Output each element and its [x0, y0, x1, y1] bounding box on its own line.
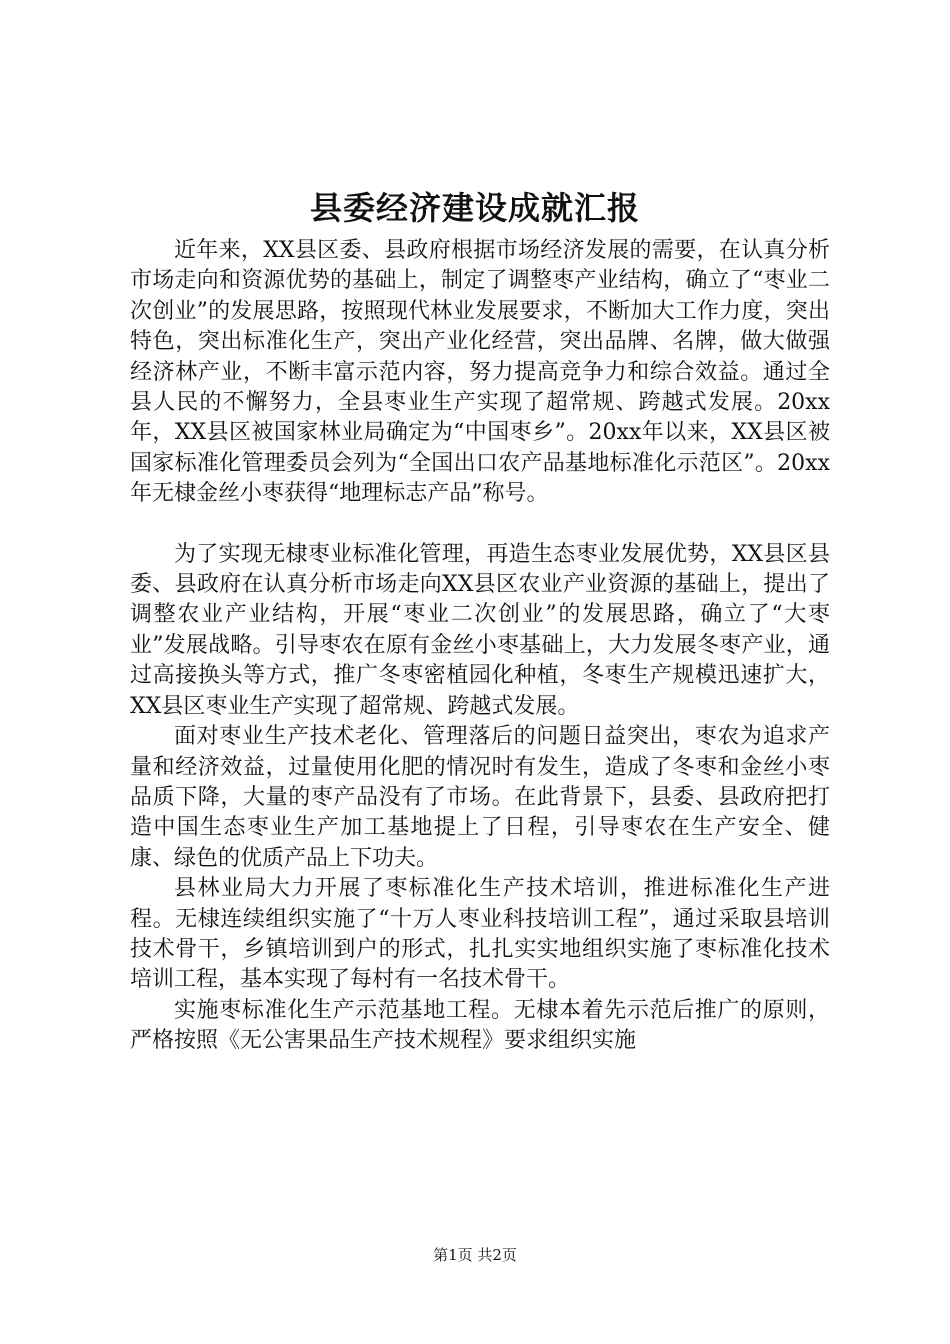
document-title: 县委经济建设成就汇报 — [309, 189, 640, 227]
paragraph-4: 县林业局大力开展了枣标准化生产技术培训，推进标准化生产进程。无棣连续组织实施了“十万人枣业科技培训工程”，通过采取县培训技术骨干，乡镇培训到户的形式，扎扎实实地组织实施了枣标准化技术培训工程，基本实现了每村有一名技术骨干。 — [130, 876, 830, 993]
page-number-footer: 第1页 共2页 — [433, 1246, 517, 1264]
paragraph-1: 近年来，XX县区委、县政府根据市场经济发展的需要，在认真分析市场走向和资源优势的基础上，制定了调整枣产业结构，确立了“枣业二次创业”的发展思路，按照现代林业发展要求，不断加大工作力度，突出特色，突出标准化生产，突出产业化经营，突出品牌、名牌，做大做强经济林产业，不断丰富示范内容，努力提高竞争力和综合效益。通过全县人民的不懈努力，全县枣业生产实现了超常规、跨越式发展。20xx年，XX县区被国家林业局确定为“中国枣乡”。20xx年以来，XX县区被国家标准化管理委员会列为“全国出口农产品基地标准化示范区”。20xx年无棣金丝小枣获得“地理标志产品”称号。 — [130, 238, 830, 507]
document-body — [130, 236, 830, 1057]
paragraph-2: 为了实现无棣枣业标准化管理，再造生态枣业发展优势，XX县区县委、县政府在认真分析市场走向XX县区农业产业资源的基础上，提出了调整农业产业结构，开展“枣业二次创业”的发展思路，确立了“大枣业”发展战略。引导枣农在原有金丝小枣基础上，大力发展冬枣产业，通过高接换头等方式，推广冬枣密植园化种植，冬枣生产规模迅速扩大，XX县区枣业生产实现了超常规、跨越式发展。 — [130, 541, 830, 719]
paragraph-5: 实施枣标准化生产示范基地工程。无棣本着先示范后推广的原则，严格按照《无公害果品生产技术规程》要求组织实施 — [130, 997, 830, 1054]
paragraph-3: 面对枣业生产技术老化、管理落后的问题日益突出，枣农为追求产量和经济效益，过量使用化肥的情况时有发生，造成了冬枣和金丝小枣品质下降，大量的枣产品没有了市场。在此背景下，县委、县政府把打造中国生态枣业生产加工基地提上了日程，引导枣农在生产安全、健康、绿色的优质产品上下功夫。 — [130, 724, 830, 871]
